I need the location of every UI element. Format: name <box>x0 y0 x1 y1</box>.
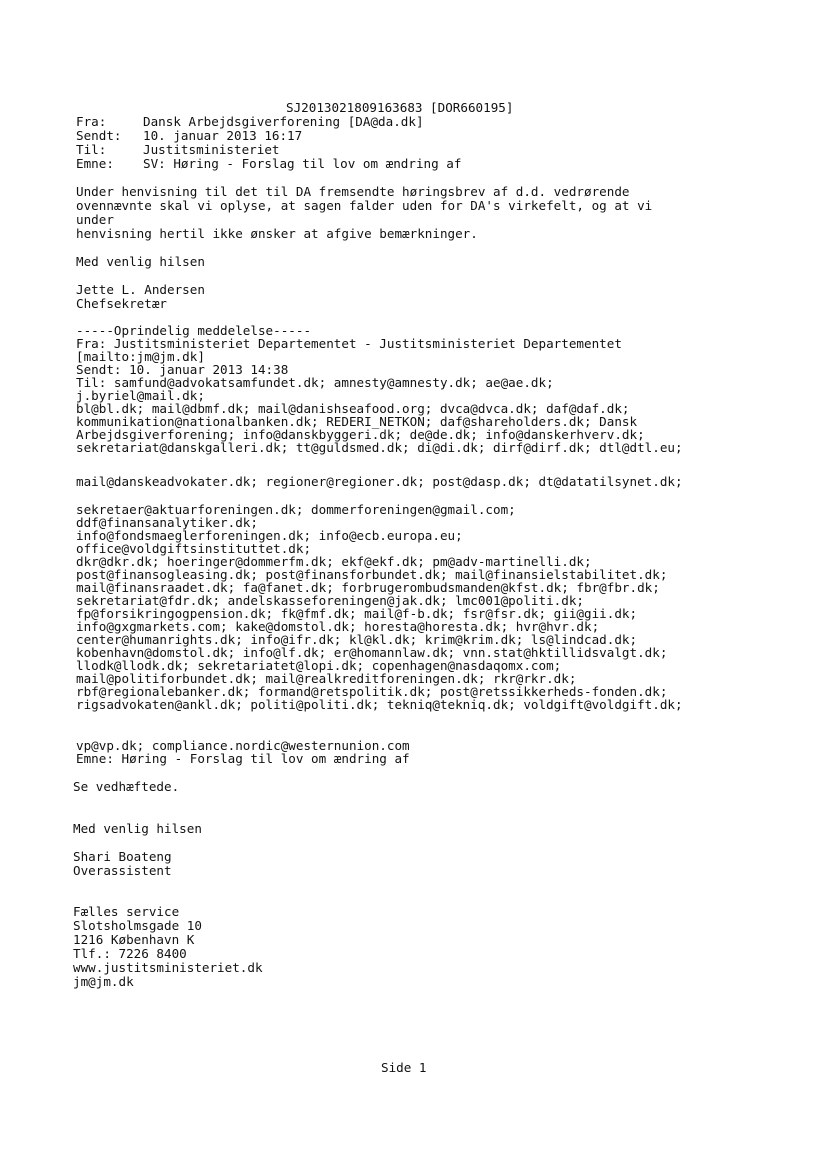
original-greeting: Med venlig hilsen <box>73 821 202 836</box>
to-value: Justitsministeriet <box>143 142 280 157</box>
original-signature-name: Shari Boateng <box>73 849 172 864</box>
recipients-line: post@finansogleasing.dk; post@finansforbundet.dk; mail@finansielstabilitet.dk; <box>76 567 668 582</box>
header-line: kommunikation@nationalbanken.dk; REDERI_NETKON; daf@shareholders.dk; Dansk <box>76 414 638 429</box>
reply-from <box>76 115 424 129</box>
reply-to <box>76 143 279 157</box>
recipients-line: vp@vp.dk; compliance.nordic@westernunion.com <box>76 738 410 753</box>
recipients-line: office@voldgiftsinstituttet.dk; <box>76 541 312 556</box>
header-line: bl@bl.dk; mail@dbmf.dk; mail@danishseafood.org; dvca@dvca.dk; daf@daf.dk; <box>76 401 630 416</box>
recipients-line: center@humanrights.dk; info@ifr.dk; kl@kl.dk; krim@krim.dk; ls@lindcad.dk; <box>76 632 638 647</box>
recipients-line: info@gxgmarkets.com; kake@domstol.dk; horesta@horesta.dk; hvr@hvr.dk; <box>76 619 600 634</box>
original-signature-title: Overassistent <box>73 863 172 878</box>
signature-title: Chefsekretær <box>76 296 167 311</box>
body-line: Under henvisning til det til DA fremsendte høringsbrev af d.d. vedrørende <box>76 184 630 199</box>
to-label: Til: <box>76 142 107 157</box>
contact-line: www.justitsministeriet.dk <box>73 960 263 975</box>
recipients-line: mail@danskeadvokater.dk; regioner@regioner.dk; post@dasp.dk; dt@datatilsynet.dk; <box>76 474 683 489</box>
from-label: Fra: <box>76 114 107 129</box>
signature-name: Jette L. Andersen <box>76 282 205 297</box>
recipients-line: info@fondsmaeglerforeningen.dk; info@ecb.europa.eu; <box>76 528 463 543</box>
original-subject: Emne: Høring - Forslag til lov om ændring af <box>76 751 410 766</box>
attachment-note: Se vedhæftede. <box>73 779 180 794</box>
original-message-divider: -----Oprindelig meddelelse----- <box>76 323 312 338</box>
reply-greeting: Med venlig hilsen <box>76 254 205 269</box>
sent-value: 10. januar 2013 16:17 <box>143 128 303 143</box>
recipients-line: sekretariat@fdr.dk; andelskasseforeningen@jak.dk; lmc001@politi.dk; <box>76 593 584 608</box>
reference-id: SJ2013021809163683 [DOR660195] <box>286 100 514 115</box>
recipients-line: dkr@dkr.dk; hoeringer@dommerfm.dk; ekf@ekf.dk; pm@adv-martinelli.dk; <box>76 554 592 569</box>
contact-line: Tlf.: 7226 8400 <box>73 946 187 961</box>
recipients-line: llodk@llodk.dk; sekretariatet@lopi.dk; copenhagen@nasdaqomx.com; <box>76 658 562 673</box>
contact-line: jm@jm.dk <box>73 974 134 989</box>
reply-subject <box>76 157 461 171</box>
subject-value: SV: Høring - Forslag til lov om ændring af <box>143 156 462 171</box>
sent-label: Sendt: <box>76 128 122 143</box>
from-value: Dansk Arbejdsgiverforening [DA@da.dk] <box>143 114 424 129</box>
body-line: under <box>76 212 114 227</box>
header-line: Sendt: 10. januar 2013 14:38 <box>76 362 289 377</box>
recipients-line: fp@forsikringogpension.dk; fk@fmf.dk; mail@f-b.dk; fsr@fsr.dk; gii@gii.dk; <box>76 606 638 621</box>
header-line: Arbejdsgiverforening; info@danskbyggeri.dk; de@de.dk; info@danskerhverv.dk; <box>76 427 645 442</box>
body-line: henvisning hertil ikke ønsker at afgive bemærkninger. <box>76 226 478 241</box>
recipients-line: kobenhavn@domstol.dk; info@lf.dk; er@homannlaw.dk; vnn.stat@hktillidsvalgt.dk; <box>76 645 668 660</box>
header-line: [mailto:jm@jm.dk] <box>76 349 205 364</box>
recipients-line: rbf@regionalebanker.dk; formand@retspolitik.dk; post@retssikkerheds-fonden.dk; <box>76 684 668 699</box>
recipients-line: rigsadvokaten@ankl.dk; politi@politi.dk; tekniq@tekniq.dk; voldgift@voldgift.dk; <box>76 697 683 712</box>
recipients-line: mail@politiforbundet.dk; mail@realkreditforeningen.dk; rkr@rkr.dk; <box>76 671 577 686</box>
contact-line: 1216 København K <box>73 932 195 947</box>
contact-line: Slotsholmsgade 10 <box>73 918 202 933</box>
recipients-line: mail@finansraadet.dk; fa@fanet.dk; forbrugerombudsmanden@kfst.dk; fbr@fbr.dk; <box>76 580 660 595</box>
body-line: ovennævnte skal vi oplyse, at sagen falder uden for DA's virkefelt, og at vi <box>76 198 653 213</box>
recipients-line: sekretaer@aktuarforeningen.dk; dommerforeningen@gmail.com; <box>76 502 516 517</box>
recipients-line: ddf@finansanalytiker.dk; <box>76 515 258 530</box>
subject-label: Emne: <box>76 156 114 171</box>
header-line: j.byriel@mail.dk; <box>76 388 205 403</box>
header-line: Fra: Justitsministeriet Departementet - Justitsministeriet Departementet <box>76 336 622 351</box>
header-line: Til: samfund@advokatsamfundet.dk; amnesty@amnesty.dk; ae@ae.dk; <box>76 375 554 390</box>
header-line: sekretariat@danskgalleri.dk; tt@guldsmed.dk; di@di.dk; dirf@dirf.dk; dtl@dtl.eu; <box>76 440 683 455</box>
contact-line: Fælles service <box>73 904 180 919</box>
reply-sent <box>76 129 302 143</box>
page-number: Side 1 <box>381 1060 427 1075</box>
